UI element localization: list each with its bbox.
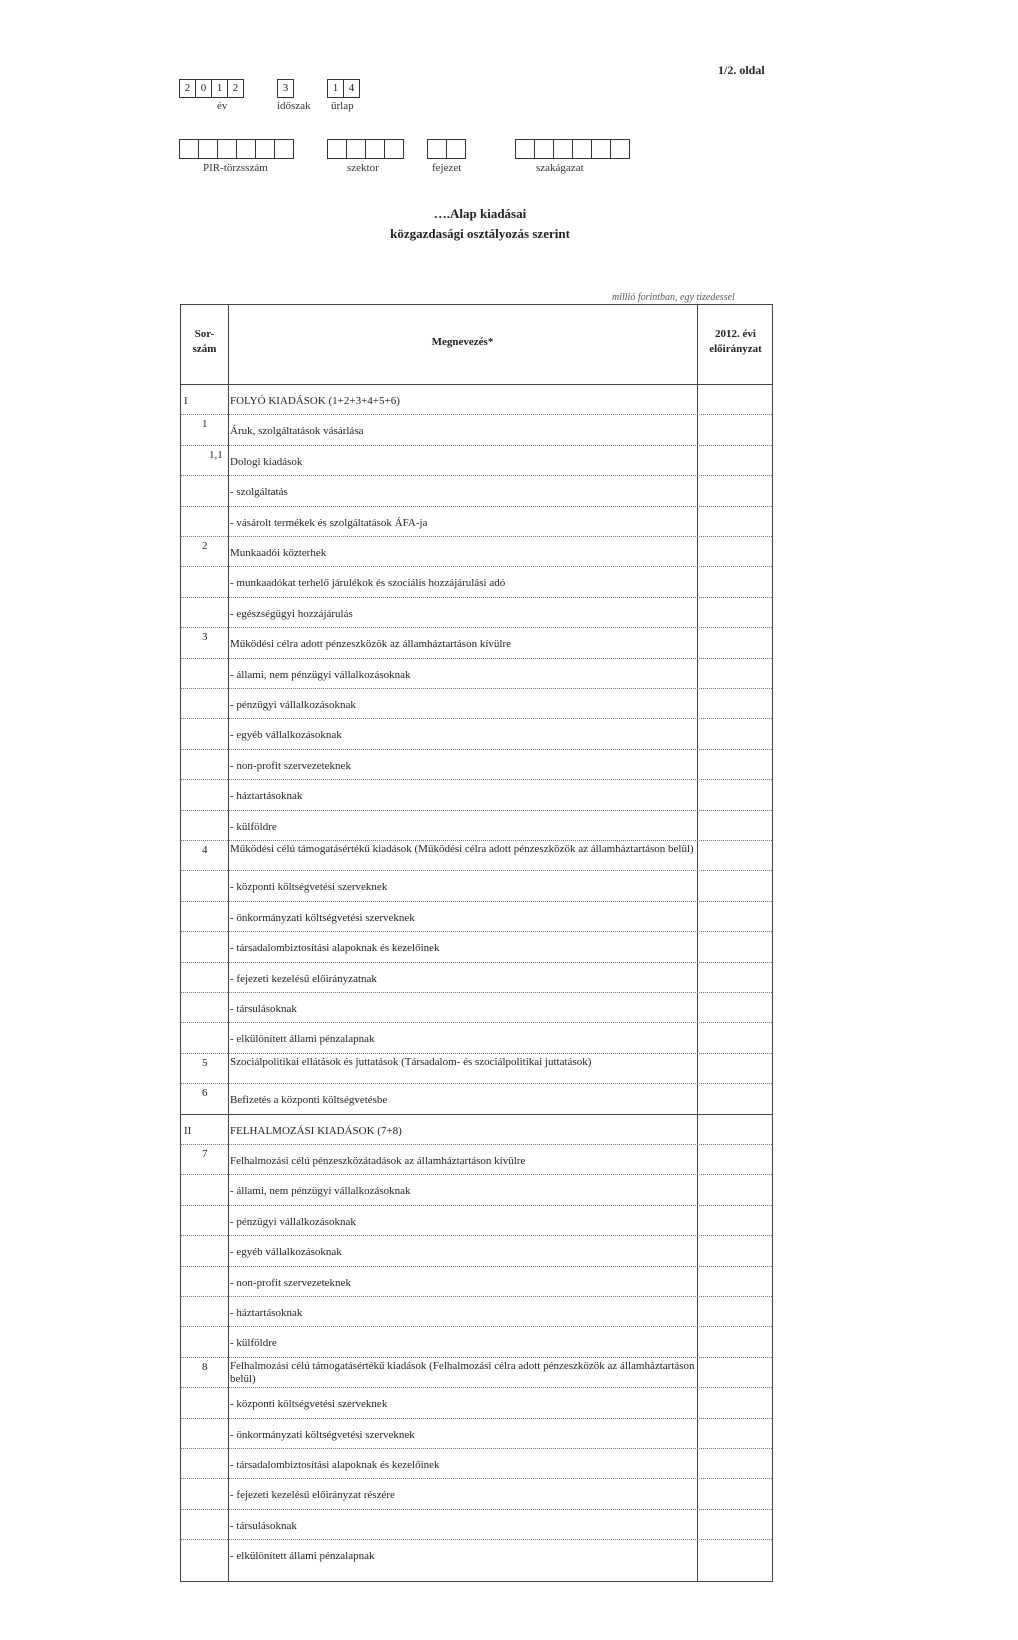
title-line2: közgazdasági osztályozás szerint (390, 226, 570, 241)
id-digit-box[interactable] (384, 139, 404, 159)
code-digit-box[interactable]: 0 (195, 79, 212, 98)
row-label: - társadalombiztosítási alapoknak és kezelőinek (230, 1459, 440, 1471)
value-cell[interactable] (698, 688, 773, 718)
row-label: - egészségügyi hozzájárulás (230, 607, 353, 620)
expenditure-table (180, 304, 773, 1582)
row-divider (181, 1266, 772, 1267)
row-divider (181, 658, 772, 659)
row-divider (181, 1448, 772, 1449)
row-divider (181, 1083, 772, 1084)
row-divider (181, 1174, 772, 1175)
row-divider (181, 1296, 772, 1297)
row-label: - központi költségvetési szerveknek (230, 881, 388, 894)
row-divider (181, 1114, 772, 1115)
pir-boxes[interactable] (179, 139, 293, 159)
row-number: 1,1 (209, 448, 223, 461)
id-digit-box[interactable] (198, 139, 218, 159)
row-label: - külföldre (230, 820, 277, 833)
row-divider (181, 962, 772, 963)
unit-note: millió forintban, egy tizedessel (612, 292, 735, 303)
row-divider (181, 718, 772, 719)
id-digit-box[interactable] (217, 139, 237, 159)
id-digit-box[interactable] (572, 139, 592, 159)
row-number: II (184, 1124, 192, 1137)
row-label: - önkormányzati költségvetési szerveknek (230, 1428, 415, 1441)
ev-boxes[interactable] (179, 79, 243, 98)
col-header-eloiranyzat: 2012. évi előirányzat (709, 328, 762, 355)
code-digit-box[interactable]: 2 (179, 79, 196, 98)
value-cell[interactable] (698, 779, 773, 809)
row-label: - non-profit szervezeteknek (230, 759, 351, 772)
id-digit-box[interactable] (346, 139, 366, 159)
code-digit-box[interactable]: 1 (327, 79, 344, 98)
row-divider (181, 870, 772, 871)
idoszak-label: időszak (277, 100, 311, 112)
value-cell[interactable] (698, 627, 773, 657)
idoszak-boxes[interactable] (277, 79, 293, 98)
row-number: I (184, 395, 188, 407)
row-number: 1 (202, 418, 208, 431)
value-cell[interactable] (698, 901, 773, 931)
row-divider (181, 931, 772, 932)
id-digit-box[interactable] (534, 139, 554, 159)
row-divider (181, 475, 772, 476)
id-digit-box[interactable] (255, 139, 275, 159)
row-number: 3 (202, 631, 208, 644)
row-divider (181, 810, 772, 811)
page-number: 1/2. oldal (718, 63, 765, 77)
szektor-boxes[interactable] (327, 139, 403, 159)
row-label: - elkülönített állami pénzalapnak (230, 1550, 375, 1563)
id-digit-box[interactable] (274, 139, 294, 159)
value-cell[interactable] (698, 445, 773, 475)
row-label: - non-profit szervezeteknek (230, 1276, 351, 1289)
row-divider (181, 1509, 772, 1510)
row-divider (181, 1205, 772, 1206)
row-label: - munkaadókat terhelő járulékok és szociális hozzájárulási adó (230, 577, 506, 590)
row-number: 2 (202, 540, 208, 552)
value-cell[interactable] (698, 992, 773, 1022)
row-divider (181, 566, 772, 567)
row-divider (181, 1357, 772, 1358)
row-label: - állami, nem pénzügyi vállalkozásoknak (230, 668, 411, 681)
row-label: Munkaadói közterhek (230, 547, 327, 559)
value-cell[interactable] (698, 1083, 773, 1113)
pir-label: PIR-törzsszám (203, 162, 268, 174)
row-divider (181, 597, 772, 598)
id-digit-box[interactable] (179, 139, 199, 159)
row-divider (181, 1387, 772, 1388)
id-digit-box[interactable] (591, 139, 611, 159)
row-label: Működési célú támogatásértékű kiadások (Működési célra adott pénzeszközök az államháztartáson belül) (230, 843, 694, 855)
value-cell[interactable] (698, 414, 773, 444)
row-divider (181, 1539, 772, 1540)
value-cell[interactable] (698, 1053, 773, 1083)
row-label: - pénzügyi vállalkozásoknak (230, 1215, 356, 1228)
value-cell[interactable] (698, 931, 773, 961)
row-divider (181, 840, 772, 841)
row-label: - egyéb vállalkozásoknak (230, 1246, 342, 1259)
row-label: Felhalmozási célú támogatásértékű kiadások (Felhalmozási célra adott pénzeszközök az államháztartáson belül) (230, 1359, 695, 1385)
row-label: Befizetés a központi költségvetésbe (230, 1094, 388, 1107)
id-digit-box[interactable] (446, 139, 466, 159)
value-cell[interactable] (698, 840, 773, 870)
row-divider (181, 1418, 772, 1419)
row-divider (181, 1235, 772, 1236)
id-digit-box[interactable] (515, 139, 535, 159)
row-number: 6 (202, 1087, 208, 1100)
value-cell[interactable] (698, 1387, 773, 1417)
row-divider (181, 1053, 772, 1054)
row-label: - társulásoknak (230, 1003, 297, 1015)
id-digit-box[interactable] (427, 139, 447, 159)
row-label: FELHALMOZÁSI KIADÁSOK (7+8) (230, 1124, 402, 1137)
row-divider (181, 779, 772, 780)
value-cell[interactable] (698, 1174, 773, 1204)
row-divider (181, 627, 772, 628)
value-cell[interactable] (698, 1205, 773, 1235)
row-label: Szociálpolitikai ellátások és juttatások (Társadalom- és szociálpolitikai juttatások) (230, 1055, 592, 1068)
row-divider (181, 992, 772, 993)
value-cell[interactable] (698, 1326, 773, 1356)
col-divider (228, 305, 229, 1581)
row-divider (181, 749, 772, 750)
row-label: - szolgáltatás (230, 486, 288, 499)
code-digit-box[interactable]: 1 (211, 79, 228, 98)
value-cell[interactable] (698, 506, 773, 536)
value-cell[interactable] (698, 475, 773, 505)
row-number: 8 (202, 1360, 208, 1373)
row-number: 4 (202, 844, 208, 856)
code-digit-box[interactable]: 4 (343, 79, 360, 98)
row-label: - pénzügyi vállalkozásoknak (230, 699, 356, 711)
row-label: Áruk, szolgáltatások vásárlása (230, 425, 364, 438)
row-label: - társulásoknak (230, 1519, 297, 1532)
value-cell[interactable] (698, 1235, 773, 1265)
value-cell[interactable] (698, 1357, 773, 1387)
row-divider (181, 1326, 772, 1327)
fejezet-boxes[interactable] (427, 139, 465, 159)
row-number: 7 (202, 1148, 208, 1160)
title-line1: ….Alap kiadásai (433, 206, 527, 221)
row-label: - háztartásoknak (230, 790, 303, 803)
row-divider (181, 901, 772, 902)
row-divider (181, 414, 772, 415)
value-cell[interactable] (698, 1418, 773, 1448)
urlap-boxes[interactable] (327, 79, 359, 98)
value-cell[interactable] (698, 962, 773, 992)
value-cell[interactable] (698, 870, 773, 900)
col-header-megnevezes: Megnevezés* (431, 336, 494, 348)
value-cell[interactable] (698, 718, 773, 748)
row-label: - háztartásoknak (230, 1307, 303, 1319)
row-label: FOLYÓ KIADÁSOK (1+2+3+4+5+6) (230, 395, 400, 407)
value-cell[interactable] (698, 384, 773, 414)
row-label: - vásárolt termékek és szolgáltatások ÁFA-ja (230, 516, 428, 529)
value-cell[interactable] (698, 1448, 773, 1478)
code-digit-box[interactable]: 3 (277, 79, 294, 98)
value-cell[interactable] (698, 1478, 773, 1508)
value-cell[interactable] (698, 1539, 773, 1569)
id-digit-box[interactable] (610, 139, 630, 159)
id-digit-box[interactable] (365, 139, 385, 159)
value-cell[interactable] (698, 1114, 773, 1144)
fejezet-label: fejezet (432, 162, 462, 174)
szakagazat-boxes[interactable] (515, 139, 629, 159)
value-cell[interactable] (698, 597, 773, 627)
ev-label: év (217, 100, 228, 112)
row-number: 5 (202, 1056, 208, 1069)
szektor-label: szektor (347, 162, 379, 174)
urlap-label: űrlap (331, 100, 354, 112)
row-divider (181, 1022, 772, 1023)
value-cell[interactable] (698, 749, 773, 779)
row-label: - állami, nem pénzügyi vállalkozásoknak (230, 1185, 411, 1198)
code-digit-box[interactable]: 2 (227, 79, 244, 98)
value-cell[interactable] (698, 1296, 773, 1326)
row-divider (181, 688, 772, 689)
row-divider (181, 1144, 772, 1145)
value-cell[interactable] (698, 1144, 773, 1174)
row-label: Dologi kiadások (230, 455, 303, 468)
value-cell[interactable] (698, 536, 773, 566)
row-label: Felhalmozási célú pénzeszközátadások az államháztartáson kívülre (230, 1155, 526, 1167)
row-label: Működési célra adott pénzeszközök az államháztartáson kívülre (230, 638, 511, 651)
col-header-sorszam: Sor- szám (192, 328, 217, 355)
value-cell[interactable] (698, 658, 773, 688)
header-divider (181, 384, 772, 385)
row-divider (181, 1478, 772, 1479)
value-cell[interactable] (698, 566, 773, 596)
szakagazat-label: szakágazat (536, 162, 584, 174)
row-divider (181, 536, 772, 537)
value-cell[interactable] (698, 1266, 773, 1296)
row-label: - társadalombiztosítási alapoknak és kezelőinek (230, 942, 440, 955)
row-label: - központi költségvetési szerveknek (230, 1398, 388, 1411)
value-cell[interactable] (698, 1509, 773, 1539)
id-digit-box[interactable] (236, 139, 256, 159)
row-divider (181, 445, 772, 446)
row-label: - önkormányzati költségvetési szerveknek (230, 911, 415, 924)
id-digit-box[interactable] (327, 139, 347, 159)
row-label: - egyéb vállalkozásoknak (230, 729, 342, 742)
row-label: - külföldre (230, 1337, 277, 1350)
row-label: - fejezeti kezelésű előirányzatnak (230, 972, 377, 985)
id-digit-box[interactable] (553, 139, 573, 159)
value-cell[interactable] (698, 810, 773, 840)
row-label: - fejezeti kezelésű előirányzat részére (230, 1489, 395, 1502)
row-label: - elkülönített állami pénzalapnak (230, 1033, 375, 1046)
value-cell[interactable] (698, 1022, 773, 1052)
row-divider (181, 506, 772, 507)
